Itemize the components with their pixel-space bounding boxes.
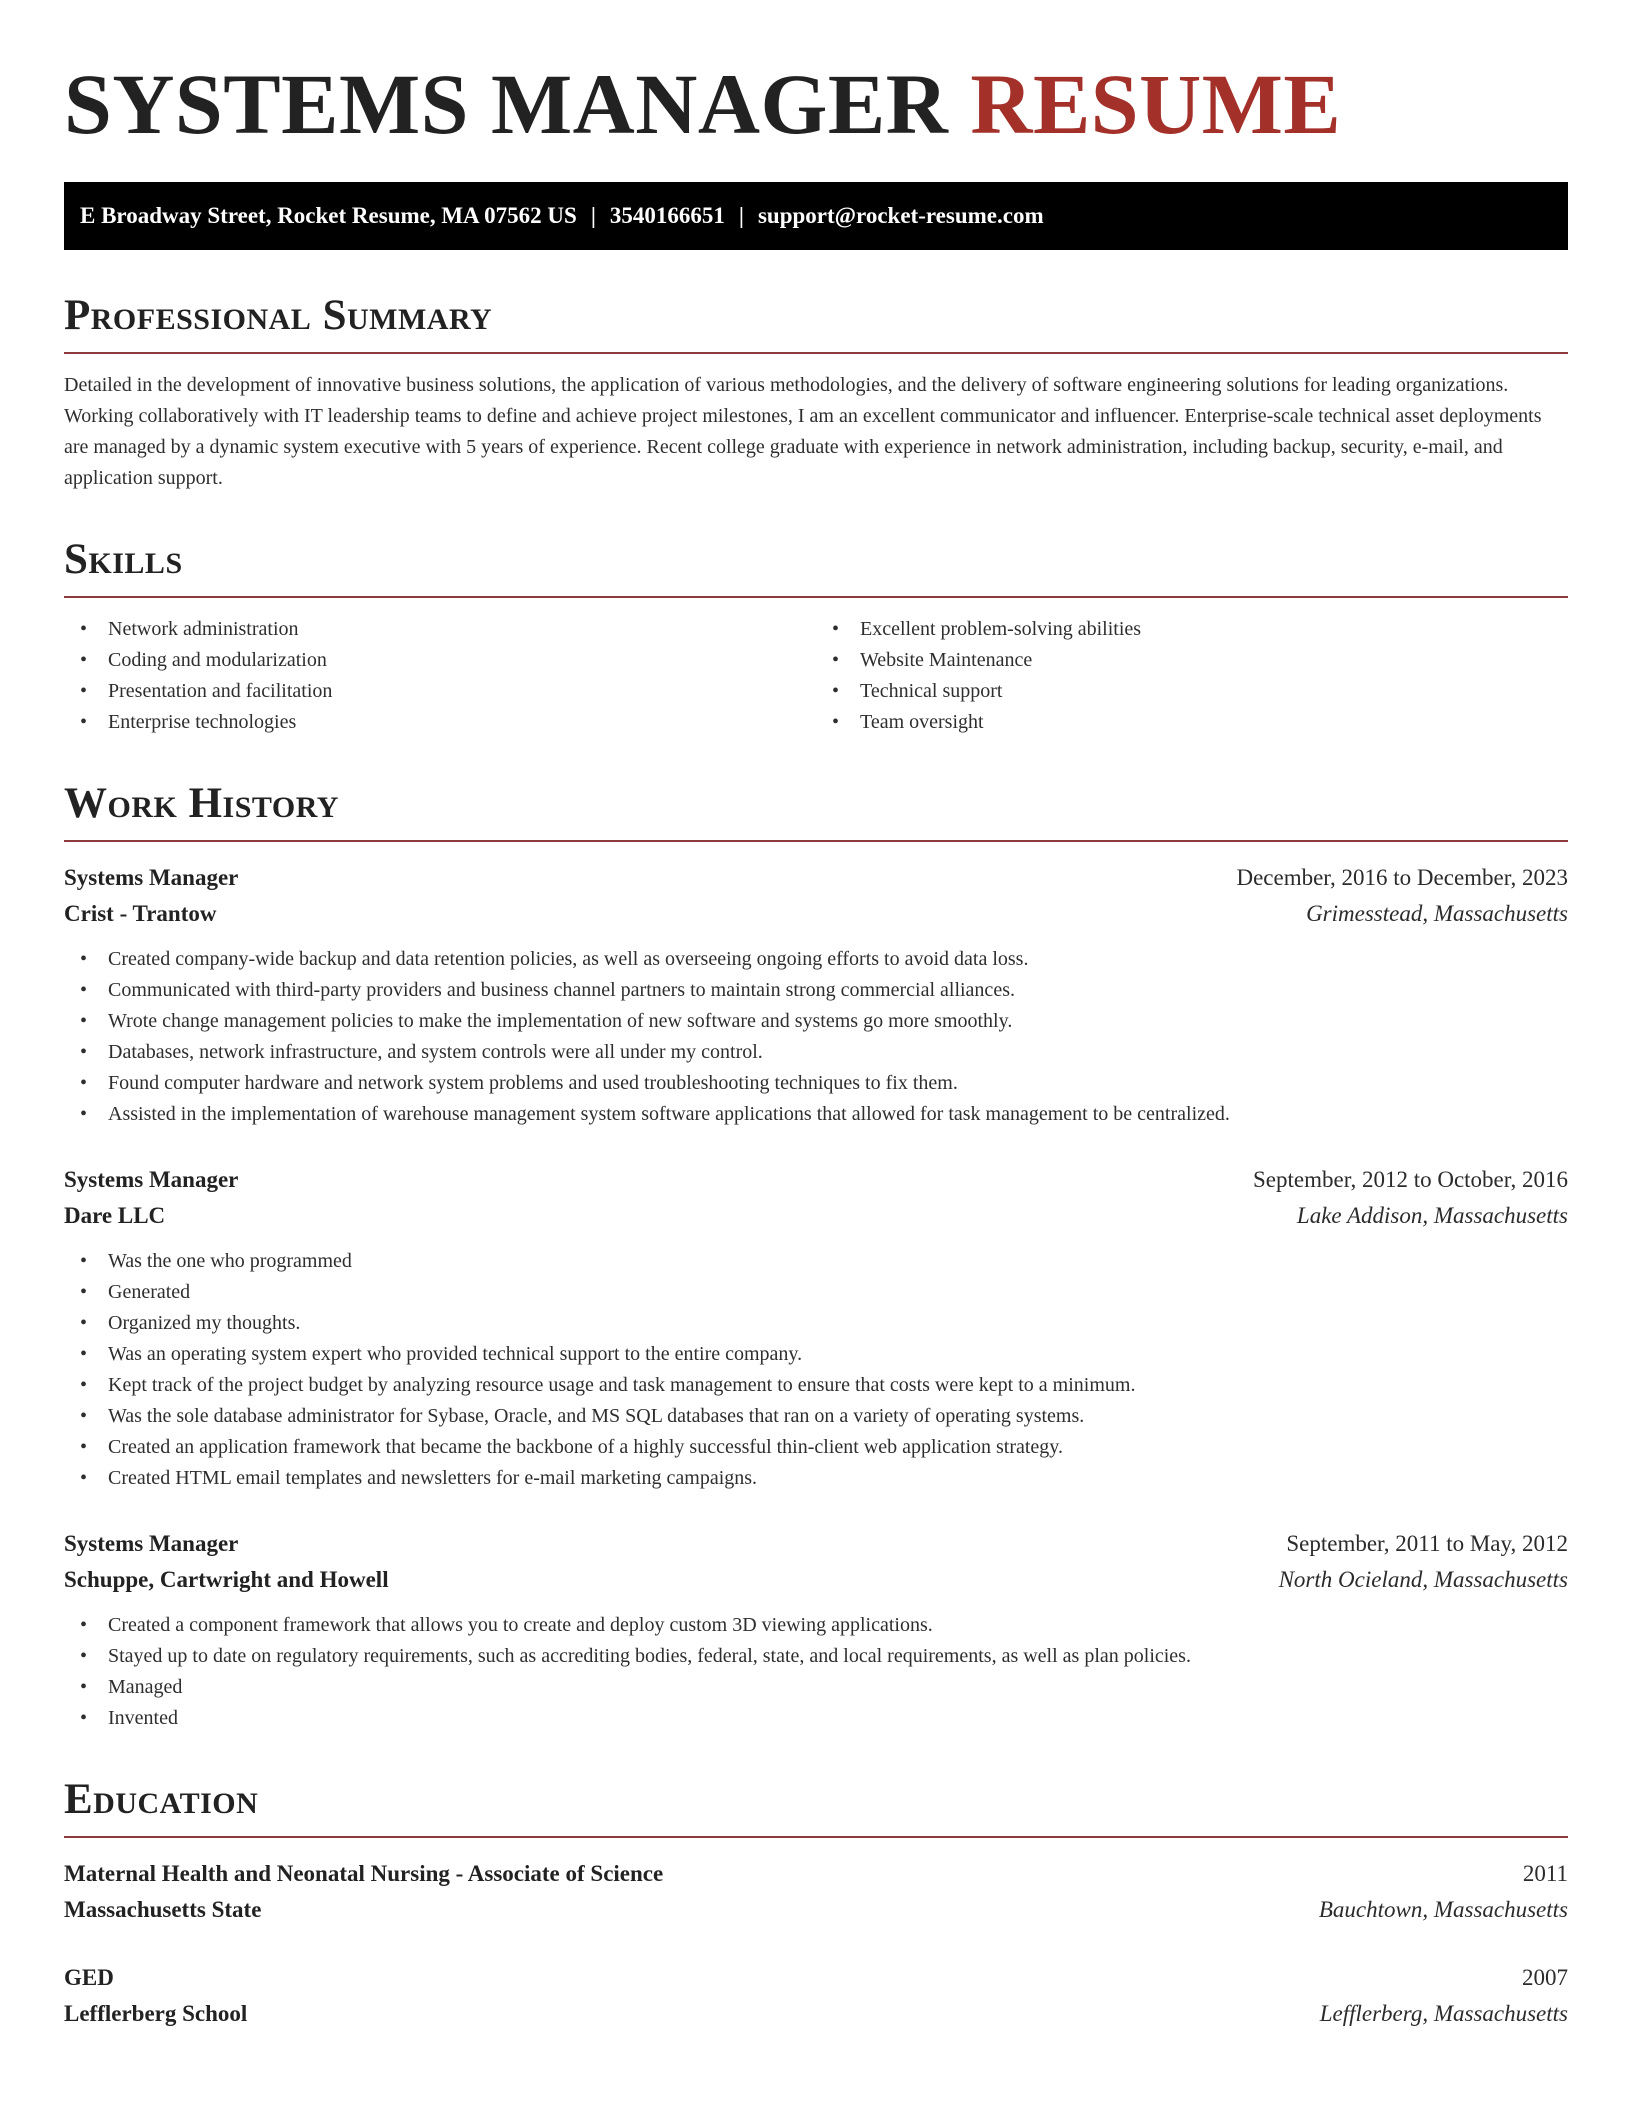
education-school: Lefflerberg School <box>64 2001 248 2026</box>
education-degree-row <box>64 1856 1568 1892</box>
job-duties <box>64 1610 1568 1734</box>
skill-item: • Technical support <box>816 676 1568 707</box>
job-location: Grimesstead, Massachusetts <box>1306 901 1568 926</box>
education-school: Massachusetts State <box>64 1897 262 1922</box>
education-school-row <box>64 1892 1568 1928</box>
education-year: 2007 <box>1522 1965 1568 1990</box>
job-duties <box>64 944 1568 1130</box>
duty-item: • Organized my thoughts. <box>64 1308 1568 1339</box>
summary-section <box>64 290 1568 494</box>
skills-section <box>64 534 1568 738</box>
resume-title <box>64 56 1568 152</box>
title-accent: RESUME <box>970 56 1342 152</box>
duty-item: • Created company-wide backup and data retention policies, as well as overseeing ongoing efforts to avoid data loss. <box>64 944 1568 975</box>
section-divider <box>64 1836 1568 1838</box>
duty-item: • Databases, network infrastructure, and system controls were all under my control. <box>64 1037 1568 1068</box>
skill-item: • Website Maintenance <box>816 645 1568 676</box>
education-school-row <box>64 1996 1568 2032</box>
contact-bar <box>64 182 1568 250</box>
title-main: SYSTEMS MANAGER <box>64 56 949 152</box>
job-company: Crist - Trantow <box>64 901 217 926</box>
job-company: Schuppe, Cartwright and Howell <box>64 1567 389 1592</box>
job-header-row <box>64 860 1568 896</box>
education-degree: Maternal Health and Neonatal Nursing - Associate of Science <box>64 1861 664 1886</box>
contact-email: support@rocket-resume.com <box>757 203 1044 228</box>
duty-item: • Created a component framework that allows you to create and deploy custom 3D viewing applications. <box>64 1610 1568 1641</box>
job-company-row <box>64 1198 1568 1234</box>
job-title: Systems Manager <box>64 1167 239 1192</box>
skills-column-right <box>816 614 1568 738</box>
job-location: Lake Addison, Massachusetts <box>1296 1203 1568 1228</box>
duty-item: • Created HTML email templates and newsletters for e-mail marketing campaigns. <box>64 1463 1568 1494</box>
duty-item: • Generated <box>64 1277 1568 1308</box>
skills-heading: Skills <box>64 536 183 583</box>
duty-item: • Found computer hardware and network system problems and used troubleshooting techniques to fix them. <box>64 1068 1568 1099</box>
section-divider <box>64 840 1568 842</box>
contact-phone: 3540166651 <box>609 203 725 228</box>
duty-item: • Managed <box>64 1672 1568 1703</box>
job-company: Dare LLC <box>64 1203 166 1228</box>
duty-item: • Kept track of the project budget by analyzing resource usage and task management to ensure that costs were kept to a minimum. <box>64 1370 1568 1401</box>
duty-item: • Wrote change management policies to make the implementation of new software and systems go more smoothly. <box>64 1006 1568 1037</box>
education-location: Lefflerberg, Massachusetts <box>1319 2001 1568 2026</box>
job-company-row <box>64 1562 1568 1598</box>
skills-column-left <box>64 614 816 738</box>
job-header-row <box>64 1526 1568 1562</box>
job-duties <box>64 1246 1568 1494</box>
job-location: North Ocieland, Massachusetts <box>1278 1567 1568 1592</box>
education-location: Bauchtown, Massachusetts <box>1318 1897 1568 1922</box>
duty-item: • Was the sole database administrator for Sybase, Oracle, and MS SQL databases that ran on a variety of operating systems. <box>64 1401 1568 1432</box>
education-year: 2011 <box>1522 1861 1568 1886</box>
duty-item: • Assisted in the implementation of warehouse management system software applications that allowed for task management to be centralized. <box>64 1099 1568 1130</box>
duty-item: • Created an application framework that became the backbone of a highly successful thin-client web application strategy. <box>64 1432 1568 1463</box>
duty-item: • Was the one who programmed <box>64 1246 1568 1277</box>
job-entry <box>64 1526 1568 1734</box>
job-title: Systems Manager <box>64 865 239 890</box>
duty-item: • Stayed up to date on regulatory requirements, such as accrediting bodies, federal, state, and local requirements, as well as plan policies. <box>64 1641 1568 1672</box>
skill-item: • Team oversight <box>816 707 1568 738</box>
job-dates: December, 2016 to December, 2023 <box>1236 865 1568 890</box>
summary-heading: Professional Summary <box>64 292 493 339</box>
job-dates: September, 2012 to October, 2016 <box>1253 1167 1568 1192</box>
job-header-row <box>64 1162 1568 1198</box>
section-divider <box>64 352 1568 354</box>
job-title: Systems Manager <box>64 1531 239 1556</box>
skills-list <box>64 614 1568 738</box>
summary-text: Detailed in the development of innovative business solutions, the application of various methodologies, and the delivery of software engineering solutions for leading organizations. Working collaboratively with IT leadership teams to define and achieve project milestones, I am an excellent communicator and influencer. Enterprise-scale technical asset deployments are managed by a dynamic system executive with 5 years of experience. Recent college graduate with experience in network administration, including backup, security, e-mail, and application support. <box>64 374 1542 489</box>
duty-item: • Communicated with third-party providers and business channel partners to maintain strong commercial alliances. <box>64 975 1568 1006</box>
duty-item: • Invented <box>64 1703 1568 1734</box>
education-degree-row <box>64 1960 1568 1996</box>
work-history-heading: Work History <box>64 780 339 827</box>
education-section <box>64 1774 1568 2032</box>
contact-separator: | <box>590 203 596 228</box>
education-heading: Education <box>64 1776 259 1823</box>
section-divider <box>64 596 1568 598</box>
job-company-row <box>64 896 1568 932</box>
skill-item: • Excellent problem-solving abilities <box>816 614 1568 645</box>
contact-address: E Broadway Street, Rocket Resume, MA 07562 US <box>80 203 577 228</box>
education-entry <box>64 1856 1568 1928</box>
job-dates: September, 2011 to May, 2012 <box>1286 1531 1568 1556</box>
contact-separator: | <box>738 203 744 228</box>
education-degree: GED <box>64 1965 114 1990</box>
education-entry <box>64 1960 1568 2032</box>
work-history-section <box>64 778 1568 1734</box>
skill-item: • Enterprise technologies <box>64 707 816 738</box>
job-entry <box>64 1162 1568 1494</box>
duty-item: • Was an operating system expert who provided technical support to the entire company. <box>64 1339 1568 1370</box>
skill-item: • Presentation and facilitation <box>64 676 816 707</box>
skill-item: • Network administration <box>64 614 816 645</box>
job-entry <box>64 860 1568 1130</box>
skill-item: • Coding and modularization <box>64 645 816 676</box>
